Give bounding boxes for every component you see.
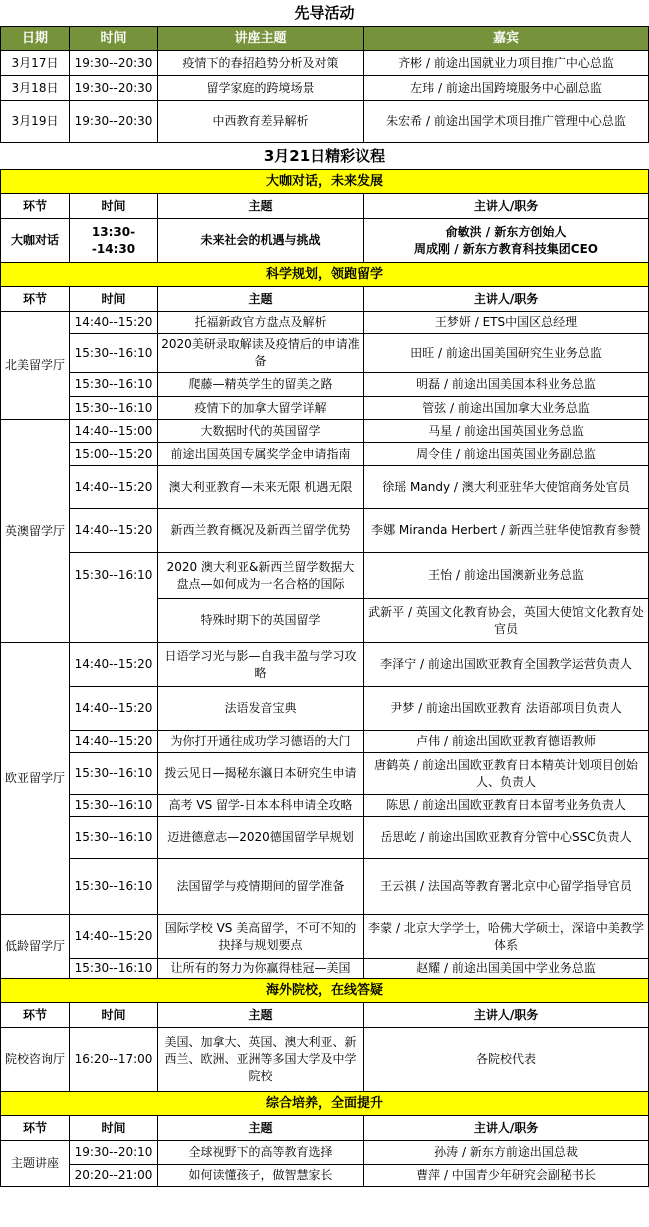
speaker-cell: 卢伟 / 前途出国欧亚教育德语教师 xyxy=(364,731,649,753)
header-segment: 环节 xyxy=(1,194,70,219)
table-row xyxy=(1,443,649,466)
time-cell: 14:40--15:00 xyxy=(70,420,158,443)
table-row xyxy=(1,753,649,795)
speaker-cell: 尹梦 / 前途出国欧亚教育 法语部项目负责人 xyxy=(364,687,649,731)
time-cell: 19:30--20:10 xyxy=(70,1141,158,1165)
time-cell: 14:40--15:20 xyxy=(70,509,158,553)
topic-cell: 中西教育差异解析 xyxy=(158,101,364,143)
table-row xyxy=(1,420,649,443)
time-cell: 15:30--16:10 xyxy=(70,959,158,979)
table-row xyxy=(1,859,649,915)
hall-cell: 欧亚留学厅 xyxy=(1,643,70,915)
topic-cell: 前途出国英国专属奖学金申请指南 xyxy=(158,443,364,466)
header-date: 日期 xyxy=(1,27,70,51)
time-cell: 15:30--16:10 xyxy=(70,553,158,643)
speaker-cell: 王云祺 / 法国高等教育署北京中心留学指导官员 xyxy=(364,859,649,915)
date-cell: 3月17日 xyxy=(1,51,70,76)
topic-cell: 澳大利亚教育—未来无限 机遇无限 xyxy=(158,466,364,509)
topic-cell: 大数据时代的英国留学 xyxy=(158,420,364,443)
speaker-1: 俞敏洪 / 新东方创始人 xyxy=(445,224,567,239)
time-cell: 14:40--15:20 xyxy=(70,312,158,334)
speaker-cell: 周令佳 / 前途出国英国业务副总监 xyxy=(364,443,649,466)
table-row xyxy=(1,509,649,553)
speaker-2: 周成刚 / 新东方教育科技集团CEO xyxy=(414,241,598,256)
header-segment: 环节 xyxy=(1,1003,70,1028)
table-row xyxy=(1,1028,649,1092)
table-row xyxy=(1,959,649,979)
speaker-cell: 李蒙 / 北京大学学士，哈佛大学硕士，深谙中美教学体系 xyxy=(364,915,649,959)
topic-cell: 托福新政官方盘点及解析 xyxy=(158,312,364,334)
topic-cell: 留学家庭的跨境场景 xyxy=(158,76,364,101)
topic-cell: 为你打开通往成功学习德语的大门 xyxy=(158,731,364,753)
hall-cell: 北美留学厅 xyxy=(1,312,70,420)
table-row xyxy=(1,312,649,334)
speaker-cell: 各院校代表 xyxy=(364,1028,649,1092)
speaker-cell: 陈思 / 前途出国欧亚教育日本留考业务负责人 xyxy=(364,795,649,817)
segment-cell: 主题讲座 xyxy=(1,1141,70,1187)
time-cell: 15:30--16:10 xyxy=(70,795,158,817)
time-cell: 14:40--15:20 xyxy=(70,731,158,753)
hall-cell: 英澳留学厅 xyxy=(1,420,70,643)
header-topic: 主题 xyxy=(158,194,364,219)
guest-cell: 齐彬 / 前途出国就业力项目推广中心总监 xyxy=(364,51,649,76)
topic-cell: 爬藤—精英学生的留美之路 xyxy=(158,373,364,397)
section-1-title: 大咖对话，未来发展 xyxy=(1,170,649,194)
time-cell: 15:30--16:10 xyxy=(70,817,158,859)
speaker-cell: 明磊 / 前途出国美国本科业务总监 xyxy=(364,373,649,397)
time-cell: 16:20--17:00 xyxy=(70,1028,158,1092)
topic-cell: 日语学习光与影—自我丰盈与学习攻略 xyxy=(158,643,364,687)
speaker-cell: 李泽宁 / 前途出国欧亚教育全国教学运营负责人 xyxy=(364,643,649,687)
header-time: 时间 xyxy=(70,1116,158,1141)
table-row xyxy=(1,466,649,509)
header-topic: 主题 xyxy=(158,1116,364,1141)
time-cell: 14:40--15:20 xyxy=(70,643,158,687)
speaker-cell: 马星 / 前途出国英国业务总监 xyxy=(364,420,649,443)
speaker-cell: 唐鹤英 / 前途出国欧亚教育日本精英计划项目创始人、负责人 xyxy=(364,753,649,795)
topic-cell: 疫情下的加拿大留学详解 xyxy=(158,397,364,420)
speaker-cell: 徐瑶 Mandy / 澳大利亚驻华大使馆商务处官员 xyxy=(364,466,649,509)
time-cell: 13:30--14:30 xyxy=(70,219,158,263)
time-cell: 20:20--21:00 xyxy=(70,1165,158,1187)
header-topic: 讲座主题 xyxy=(158,27,364,51)
table-row xyxy=(1,334,649,373)
header-time: 时间 xyxy=(70,1003,158,1028)
segment-cell: 院校咨询厅 xyxy=(1,1028,70,1092)
header-speaker: 主讲人/职务 xyxy=(364,194,649,219)
topic-cell: 法国留学与疫情期间的留学准备 xyxy=(158,859,364,915)
speaker-cell: 赵耀 / 前途出国美国中学业务总监 xyxy=(364,959,649,979)
agenda-title: 3月21日精彩议程 xyxy=(263,146,386,165)
time-cell: 19:30--20:30 xyxy=(70,76,158,101)
time-cell: 19:30--20:30 xyxy=(70,101,158,143)
header-topic: 主题 xyxy=(158,287,364,312)
time-cell: 15:30--16:10 xyxy=(70,373,158,397)
date-cell: 3月19日 xyxy=(1,101,70,143)
header-segment: 环节 xyxy=(1,1116,70,1141)
topic-cell: 全球视野下的高等教育选择 xyxy=(158,1141,364,1165)
table-row xyxy=(1,101,649,143)
table-row xyxy=(1,795,649,817)
date-cell: 3月18日 xyxy=(1,76,70,101)
speaker-cell: 岳思屹 / 前途出国欧亚教育分管中心SSC负责人 xyxy=(364,817,649,859)
section-2-title: 科学规划，领跑留学 xyxy=(1,263,649,287)
guest-cell: 左玮 / 前途出国跨境服务中心副总监 xyxy=(364,76,649,101)
guest-cell: 朱宏希 / 前途出国学术项目推广管理中心总监 xyxy=(364,101,649,143)
table-row xyxy=(1,553,649,599)
time-cell: 14:40--15:20 xyxy=(70,466,158,509)
header-segment: 环节 xyxy=(1,287,70,312)
time-cell: 15:00--15:20 xyxy=(70,443,158,466)
table-row xyxy=(1,397,649,420)
topic-cell: 拨云见日—揭秘东瀛日本研究生申请 xyxy=(158,753,364,795)
topic-cell: 迈进德意志—2020德国留学早规划 xyxy=(158,817,364,859)
table-row xyxy=(1,643,649,687)
segment-cell: 大咖对话 xyxy=(1,219,70,263)
header-speaker: 主讲人/职务 xyxy=(364,1116,649,1141)
topic-cell: 如何读懂孩子，做智慧家长 xyxy=(158,1165,364,1187)
table-row xyxy=(1,915,649,959)
speaker-cell: 田旺 / 前途出国美国研究生业务总监 xyxy=(364,334,649,373)
time-cell: 15:30--16:10 xyxy=(70,859,158,915)
time-cell: 14:40--15:20 xyxy=(70,687,158,731)
topic-cell: 2020 澳大利亚&新西兰留学数据大盘点—如何成为一名合格的国际 xyxy=(158,553,364,599)
pre-event-title: 先导活动 xyxy=(294,3,355,22)
topic-cell: 美国、加拿大、英国、澳大利亚、新西兰、欧洲、亚洲等多国大学及中学院校 xyxy=(158,1028,364,1092)
table-row xyxy=(1,731,649,753)
topic-cell: 未来社会的机遇与挑战 xyxy=(158,219,364,263)
time-cell: 19:30--20:30 xyxy=(70,51,158,76)
header-topic: 主题 xyxy=(158,1003,364,1028)
time-cell: 14:40--15:20 xyxy=(70,915,158,959)
header-time: 时间 xyxy=(70,27,158,51)
speaker-cell: 孙涛 / 新东方前途出国总裁 xyxy=(364,1141,649,1165)
speaker-cell: 王梦妍 / ETS中国区总经理 xyxy=(364,312,649,334)
header-speaker: 主讲人/职务 xyxy=(364,287,649,312)
topic-cell: 国际学校 VS 美高留学，不可不知的抉择与规划要点 xyxy=(158,915,364,959)
table-row xyxy=(1,219,649,263)
topic-cell: 高考 VS 留学-日本本科申请全攻略 xyxy=(158,795,364,817)
topic-cell: 特殊时期下的英国留学 xyxy=(158,599,364,643)
speaker-cell: 曹萍 / 中国青少年研究会副秘书长 xyxy=(364,1165,649,1187)
time-cell: 15:30--16:10 xyxy=(70,753,158,795)
table-row xyxy=(1,817,649,859)
header-time: 时间 xyxy=(70,194,158,219)
table-row xyxy=(1,373,649,397)
speaker-cell xyxy=(364,219,649,263)
speaker-cell: 李娜 Miranda Herbert / 新西兰驻华使馆教育参赞 xyxy=(364,509,649,553)
header-guest: 嘉宾 xyxy=(364,27,649,51)
table-row xyxy=(1,51,649,76)
topic-cell: 法语发音宝典 xyxy=(158,687,364,731)
topic-cell: 让所有的努力为你赢得桂冠—美国 xyxy=(158,959,364,979)
topic-cell: 疫情下的春招趋势分析及对策 xyxy=(158,51,364,76)
topic-cell: 新西兰教育概况及新西兰留学优势 xyxy=(158,509,364,553)
speaker-cell: 管弦 / 前途出国加拿大业务总监 xyxy=(364,397,649,420)
header-time: 时间 xyxy=(70,287,158,312)
section-3-title: 海外院校，在线答疑 xyxy=(1,979,649,1003)
table-row xyxy=(1,76,649,101)
speaker-cell: 王怡 / 前途出国澳新业务总监 xyxy=(364,553,649,599)
table-row xyxy=(1,1165,649,1187)
header-speaker: 主讲人/职务 xyxy=(364,1003,649,1028)
speaker-cell: 武新平 / 英国文化教育协会，英国大使馆文化教育处官员 xyxy=(364,599,649,643)
hall-cell: 低龄留学厅 xyxy=(1,915,70,979)
topic-cell: 2020美研录取解读及疫情后的申请准备 xyxy=(158,334,364,373)
table-row xyxy=(1,687,649,731)
section-4-title: 综合培养，全面提升 xyxy=(1,1092,649,1116)
table-row xyxy=(1,1141,649,1165)
time-cell: 15:30--16:10 xyxy=(70,397,158,420)
time-cell: 15:30--16:10 xyxy=(70,334,158,373)
